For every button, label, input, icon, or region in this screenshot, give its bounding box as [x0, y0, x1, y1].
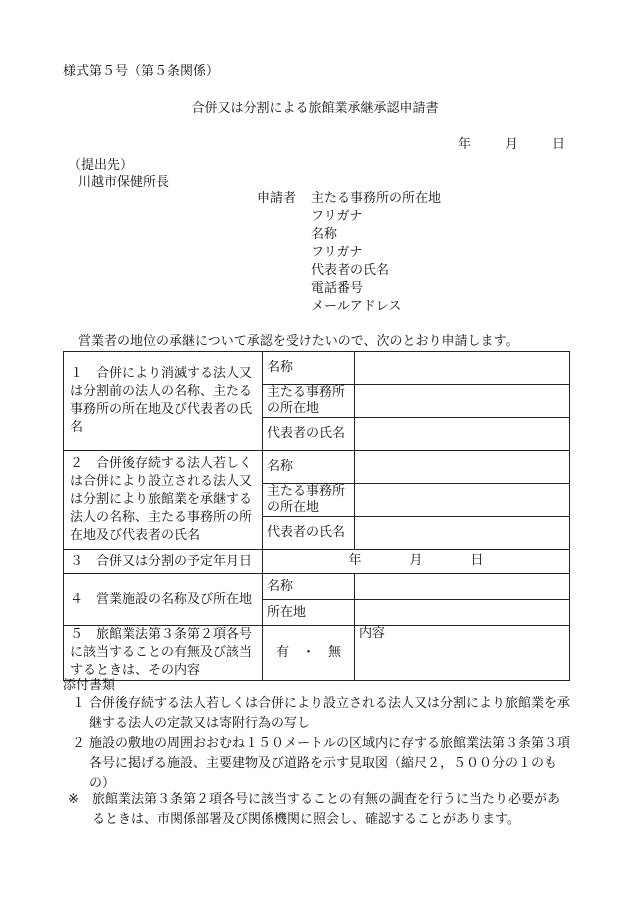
row5-content-label: 内容 [359, 626, 386, 641]
form-number: 様式第５号（第５条関係） [63, 64, 220, 79]
row3-month: 月 [409, 553, 423, 569]
row5-label: ５ 旅館業法第３条第２項各号に該当することの有無及び該当するときは、その内容 [64, 626, 263, 681]
row2-name-field[interactable] [355, 451, 570, 484]
application-table [63, 351, 570, 681]
row4-name-label: 名称 [263, 574, 355, 600]
row4-label: ４ 営業施設の名称及び所在地 [64, 574, 263, 626]
row3-date-field[interactable] [263, 550, 570, 574]
attachment-text: 施設の敷地の周囲おおむね１５０メートルの区域内に存する旅館業法第３条第３項各号に掲げる施設、主要建物及び道路を示す見取図（縮尺２，５００分の１のもの） [89, 736, 571, 791]
row3-year: 年 [348, 553, 362, 569]
applicant-fields [311, 191, 441, 317]
intro-text: 営業者の地位の承継について承認を受けたいので、次のとおり申請します。 [78, 334, 519, 349]
attachment-item [72, 734, 572, 794]
row2-office-label: 主たる事務所の所在地 [263, 484, 355, 517]
note-text: 旅館業法第３条第２項各号に該当することの有無の調査を行うに当たり必要があるときは、市関係部署及び関係機関に照会し、確認することがあります。 [92, 792, 561, 827]
row1-office-field[interactable] [355, 385, 570, 418]
document-title: 合併又は分割による旅館業承継承認申請書 [191, 101, 439, 116]
row3-label: ３ 合併又は分割の予定年月日 [64, 550, 263, 574]
row3-day: 日 [470, 553, 484, 569]
attachment-number: ２ [72, 736, 86, 751]
recipient: 川越市保健所長 [78, 175, 170, 190]
attachment-text: 合併後存続する法人若しくは合併により設立される法人又は分割により旅館業を承継する法人の定款又は寄附行為の写し [89, 696, 571, 731]
date-day-label: 日 [552, 137, 566, 152]
date-year-label: 年 [458, 137, 472, 152]
applicant-rep-furigana: フリガナ [311, 245, 363, 260]
attachment-number: １ [72, 696, 86, 711]
row1-label: １ 合併により消滅する法人又は分割前の法人の名称、主たる事務所の所在地及び代表者の氏名 [64, 352, 263, 451]
applicant-email: メールアドレス [311, 299, 402, 314]
row1-office-label: 主たる事務所の所在地 [263, 385, 355, 418]
applicant-label: 申請者 [257, 191, 297, 206]
applicant-office-address: 主たる事務所の所在地 [311, 191, 442, 206]
attachment-item [72, 694, 572, 734]
row2-rep-label: 代表者の氏名 [263, 517, 355, 550]
attachment-note [68, 790, 568, 830]
date-month-label: 月 [505, 137, 519, 152]
row1-name-label: 名称 [263, 352, 355, 385]
applicant-name: 名称 [311, 227, 338, 242]
row2-office-field[interactable] [355, 484, 570, 517]
date-row [458, 137, 565, 153]
applicant-phone: 電話番号 [311, 281, 364, 296]
applicant-representative: 代表者の氏名 [311, 263, 390, 278]
row1-rep-label: 代表者の氏名 [263, 418, 355, 451]
row2-label: ２ 合併後存続する法人若しくは合併により設立される法人又は分割により旅館業を承継する法人の名称、主たる事務所の所在地及び代表者の氏名 [64, 451, 263, 550]
row2-rep-field[interactable] [355, 517, 570, 550]
row1-name-field[interactable] [355, 352, 570, 385]
row4-name-field[interactable] [355, 574, 570, 600]
attachments-title: 添付書類 [63, 678, 116, 693]
applicant-furigana: フリガナ [311, 209, 363, 224]
row1-rep-field[interactable] [355, 418, 570, 451]
row4-location-field[interactable] [355, 600, 570, 626]
note-mark: ※ [68, 792, 79, 807]
row5-content-field[interactable] [355, 626, 570, 681]
submit-to-label: （提出先） [68, 158, 134, 173]
row4-location-label: 所在地 [263, 600, 355, 626]
row2-name-label: 名称 [263, 451, 355, 484]
row5-yesno-option[interactable]: 有 ・ 無 [263, 626, 355, 681]
